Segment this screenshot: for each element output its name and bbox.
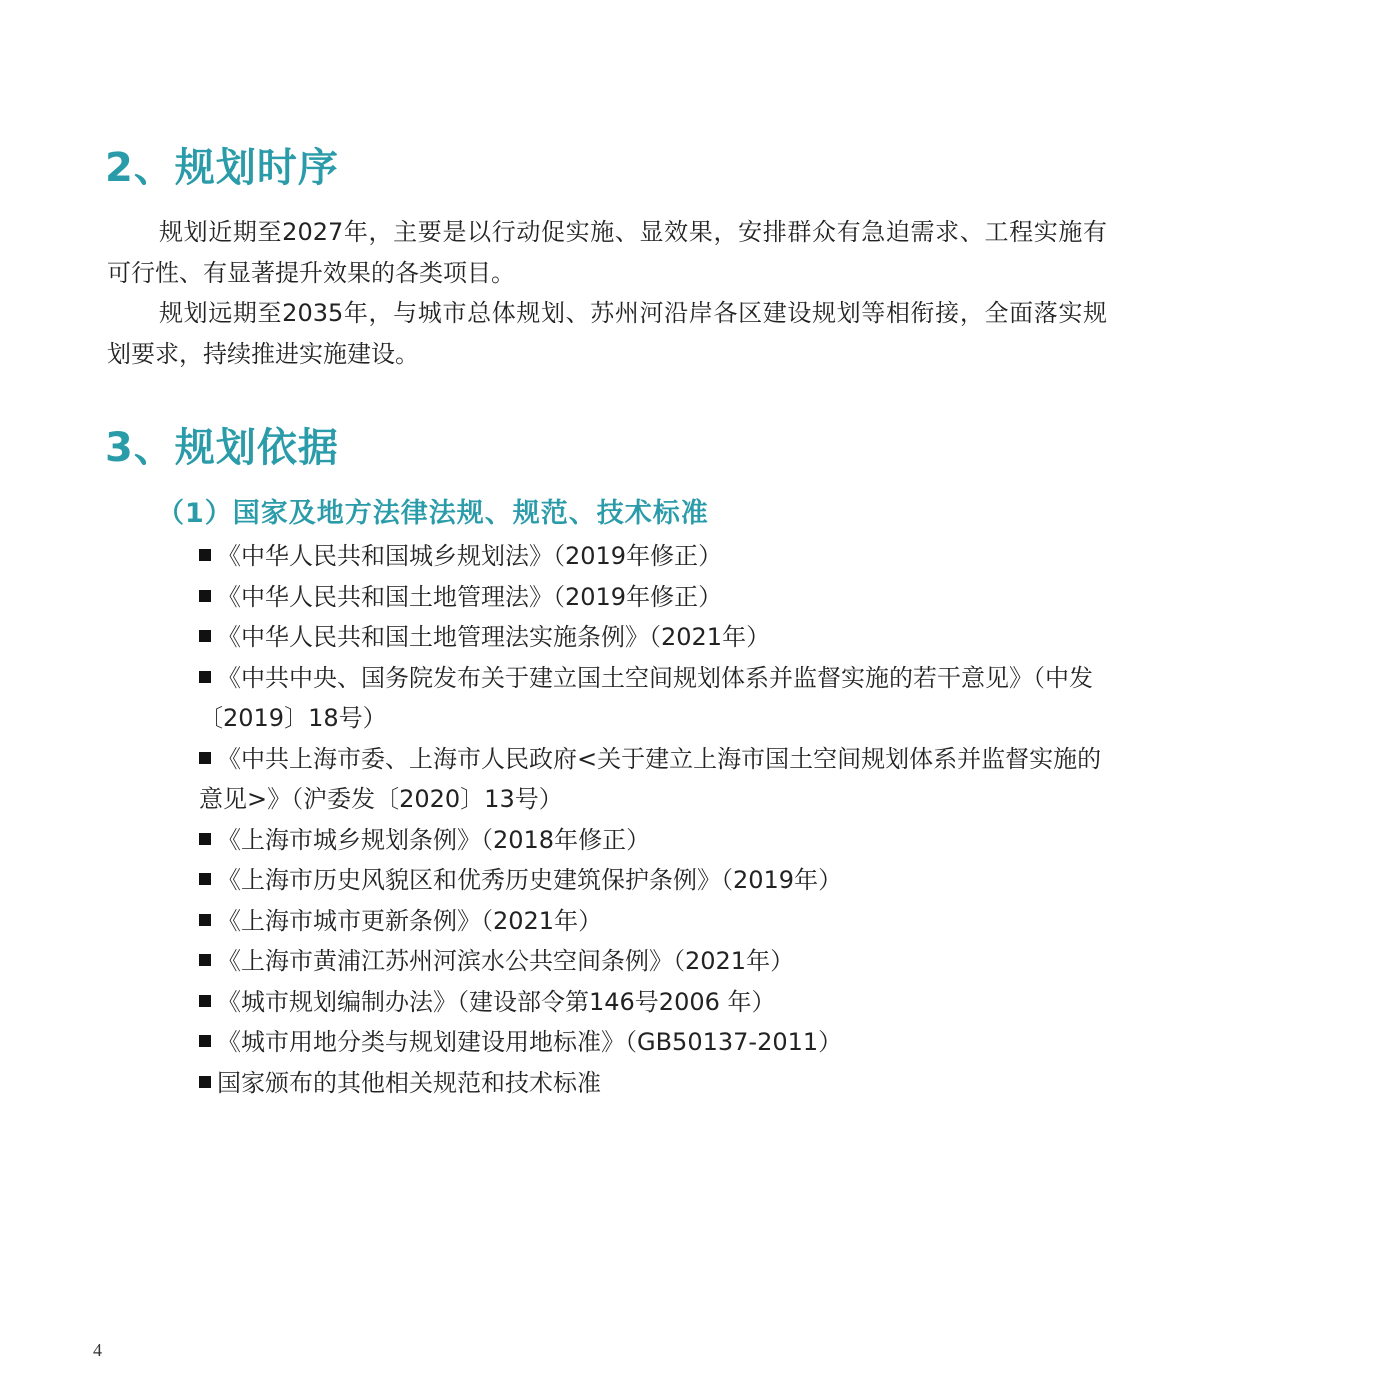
list-item bbox=[199, 739, 1109, 820]
subheading-laws-standards: （1）国家及地方法律法规、规范、技术标准 bbox=[157, 498, 709, 529]
list-item bbox=[199, 1022, 1109, 1063]
square-bullet-icon bbox=[199, 1035, 211, 1047]
reference-text: 《上海市历史风貌区和优秀历史建筑保护条例》（2019年） bbox=[217, 866, 843, 894]
list-item bbox=[199, 860, 1109, 901]
square-bullet-icon bbox=[199, 549, 211, 561]
square-bullet-icon bbox=[199, 873, 211, 885]
reference-text: 《中华人民共和国土地管理法》（2019年修正） bbox=[217, 582, 723, 611]
list-item bbox=[199, 536, 1109, 577]
square-bullet-icon bbox=[199, 1076, 211, 1088]
reference-text: 《城市规划编制办法》（建设部令第146号2006 年） bbox=[217, 987, 776, 1016]
paragraph-near-term: 规划近期至2027年，主要是以行动促实施、显效果，安排群众有急迫需求、工程实施有可行性、有显著提升效果的各类项目。 bbox=[107, 218, 1107, 287]
square-bullet-icon bbox=[199, 914, 211, 926]
list-item bbox=[199, 901, 1109, 942]
list-item bbox=[199, 577, 1109, 618]
square-bullet-icon bbox=[199, 630, 211, 642]
square-bullet-icon bbox=[199, 752, 211, 764]
list-item bbox=[199, 941, 1109, 982]
reference-text: 《中华人民共和国土地管理法实施条例》（2021年） bbox=[217, 623, 771, 651]
square-bullet-icon bbox=[199, 995, 211, 1007]
page-number: 4 bbox=[93, 1340, 102, 1360]
list-item bbox=[199, 820, 1109, 861]
paragraph-long-term: 规划远期至2035年，与城市总体规划、苏州河沿岸各区建设规划等相衔接，全面落实规划要求，持续推进实施建设。 bbox=[107, 299, 1107, 368]
reference-text: 《中共上海市委、上海市人民政府<关于建立上海市国土空间规划体系并监督实施的意见>》（沪委发〔2020〕13号） bbox=[199, 744, 1102, 813]
reference-text: 《城市用地分类与规划建设用地标准》（GB50137-2011） bbox=[217, 1028, 843, 1056]
section-heading-timeline: 2、规划时序 bbox=[105, 145, 339, 191]
list-item bbox=[199, 658, 1109, 739]
square-bullet-icon bbox=[199, 833, 211, 845]
reference-list bbox=[199, 536, 1109, 1103]
reference-text: 《上海市城市更新条例》（2021年） bbox=[217, 906, 603, 935]
reference-text: 《中共中央、国务院发布关于建立国土空间规划体系并监督实施的若干意见》（中发〔2019〕18号） bbox=[199, 663, 1093, 732]
list-item bbox=[199, 617, 1109, 658]
reference-text: 《中华人民共和国城乡规划法》（2019年修正） bbox=[217, 542, 723, 570]
square-bullet-icon bbox=[199, 671, 211, 683]
list-item bbox=[199, 982, 1109, 1023]
reference-text: 《上海市城乡规划条例》（2018年修正） bbox=[217, 825, 651, 854]
section-heading-basis: 3、规划依据 bbox=[105, 425, 339, 471]
square-bullet-icon bbox=[199, 590, 211, 602]
square-bullet-icon bbox=[199, 954, 211, 966]
reference-text: 国家颁布的其他相关规范和技术标准 bbox=[217, 1068, 601, 1097]
reference-text: 《上海市黄浦江苏州河滨水公共空间条例》（2021年） bbox=[217, 947, 795, 975]
list-item bbox=[199, 1063, 1109, 1104]
